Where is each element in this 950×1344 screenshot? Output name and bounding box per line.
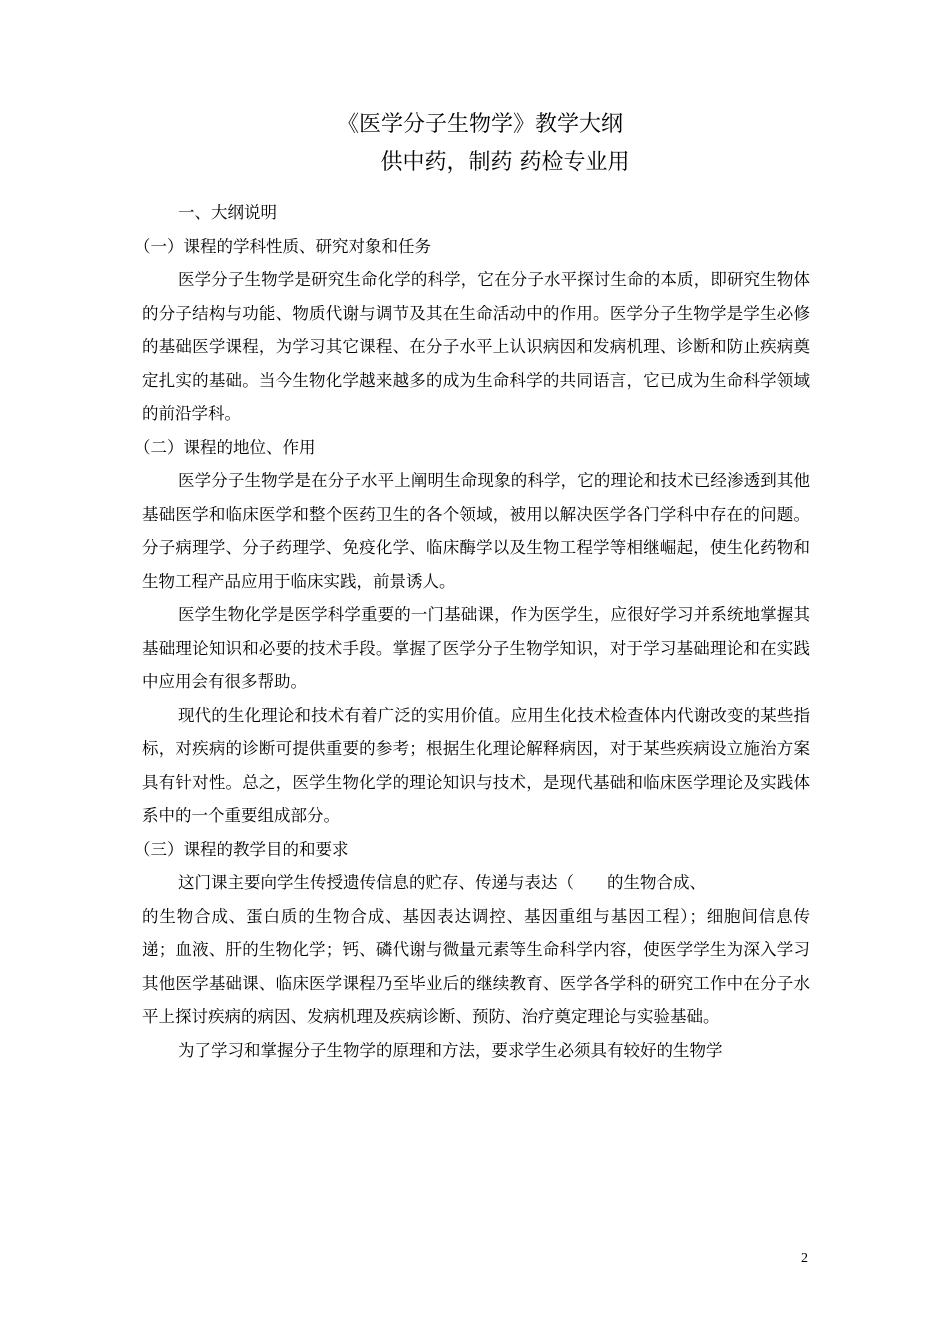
paragraph-role: 医学分子生物学是在分子水平上阐明生命现象的科学，它的理论和技术已经渗透到其他基础医学和临床医学和整个医药卫生的各个领域，被用以解决医学各门学科中存在的问题。分子病理学、分子药理学、免疫化学、临床酶学以及生物工程学等相继崛起，使生化药物和生物工程产品应用于临床实践，前景诱人。 [142, 471, 810, 591]
paragraph-nature: 医学分子生物学是研究生命化学的科学，它在分子水平探讨生命的本质，即研究生物体的分子结构与功能、物质代谢与调节及其在生命活动中的作用。医学分子生物学是学生必修的基础医学课程，为学习其它课程、在分子水平上认识病因和发病机理、诊断和防止疾病奠定扎实的基础。当今生物化学越来越多的成为生命科学的共同语言，它已成为生命科学领域的前沿学科。 [142, 270, 810, 423]
subsection-heading-goals: （三）课程的教学目的和要求 [134, 839, 349, 859]
subsection-heading-role: （二）课程的地位、作用 [134, 437, 316, 457]
page-number: 2 [801, 1251, 808, 1266]
document-title: 《医学分子生物学》教学大纲 [336, 112, 623, 137]
document-body [134, 196, 810, 1067]
paragraph-goals-line-1: 这门课主要向学生传授遗传信息的贮存、传递与表达（ 的生物合成、 [178, 873, 706, 892]
section-heading-outline: 一、大纲说明 [178, 203, 277, 222]
subsection-heading-nature: （一）课程的学科性质、研究对象和任务 [134, 236, 431, 256]
paragraph-goals-continued: 的生物合成、蛋白质的生物合成、基因表达调控、基因重组与基因工程）；细胞间信息传递；血液、肝的生物化学；钙、磷代谢与微量元素等生命科学内容，使医学学生为深入学习其他医学基础课、临床医学课程乃至毕业后的继续教育、医学各学科的研究工作中在分子水平上探讨疾病的病因、发病机理及疾病诊断、预防、治疗奠定理论与实验基础。 [142, 906, 810, 1026]
paragraph-importance: 医学生物化学是医学科学重要的一门基础课，作为医学生，应很好学习并系统地掌握其基础理论知识和必要的技术手段。掌握了医学分子生物学知识，对于学习基础理论和在实践中应用会有很多帮助。 [142, 605, 810, 691]
paragraph-requirements: 为了学习和掌握分子生物学的原理和方法，要求学生必须具有较好的生物学 [178, 1040, 723, 1060]
paragraph-application: 现代的生化理论和技术有着广泛的实用价值。应用生化技术检查体内代谢改变的某些指标，对疾病的诊断可提供重要的参考；根据生化理论解释病因，对于某些疾病设立施治方案具有针对性。总之，医学生物化学的理论知识与技术，是现代基础和临床医学理论及实践体系中的一个重要组成部分。 [142, 705, 810, 825]
document-subtitle: 供中药，制药 药检专业用 [380, 150, 630, 175]
